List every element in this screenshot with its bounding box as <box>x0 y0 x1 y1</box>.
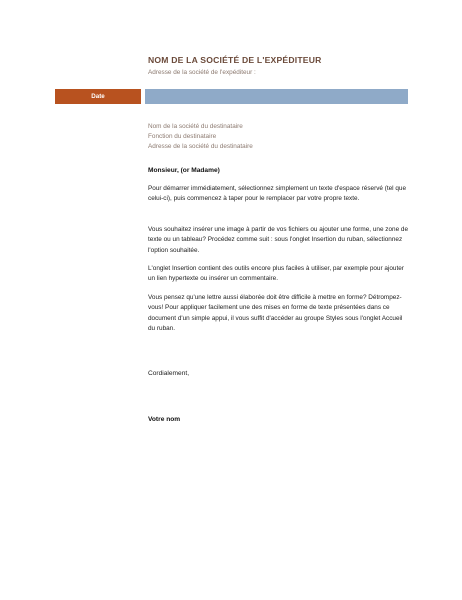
header-accent-bar <box>145 89 408 104</box>
signature-name: Votre nom <box>148 416 181 423</box>
recipient-company-address: Adresse de la société du destinataire <box>148 143 253 150</box>
recipient-company-name: Nom de la société du destinataire <box>148 123 243 130</box>
body-paragraph-1: Pour démarrer immédiatement, sélectionnez simplement un texte d'espace réservé (tel que celui-ci), puis commencez à taper pour le remplacer par votre propre texte. <box>148 185 407 203</box>
body-paragraph-2: Vous souhaitez insérer une image à partir de vos fichiers ou ajouter une forme, une zone de texte ou un tableau? Procédez comme suit : sous l'onglet Insertion du ruban, sélectionnez l'option souhaitée. <box>148 226 409 254</box>
date-label: Date <box>91 93 105 100</box>
sender-company-name: NOM DE LA SOCIÉTÉ DE L'EXPÉDITEUR <box>148 55 322 65</box>
date-bar <box>55 89 141 104</box>
salutation: Monsieur, (or Madame) <box>148 167 220 174</box>
closing: Cordialement, <box>148 370 190 377</box>
sender-company-address: Adresse de la société de l'expéditeur : <box>148 69 256 76</box>
recipient-title: Fonction du destinataire <box>148 133 217 140</box>
body-paragraph-3: L'onglet Insertion contient des outils encore plus faciles à utiliser, par exemple pour ajouter un lien hypertexte ou insérer un commentaire. <box>148 265 404 283</box>
body-paragraph-4: Vous pensez qu'une lettre aussi élaborée doit être difficile à mettre en forme? Détrompez-vous! Pour appliquer facilement une des mises en forme de texte présentées dans ce document d'un simple appui, il vous suffit d'accéder au groupe Styles sous l'onglet Accueil du ruban. <box>148 294 403 332</box>
